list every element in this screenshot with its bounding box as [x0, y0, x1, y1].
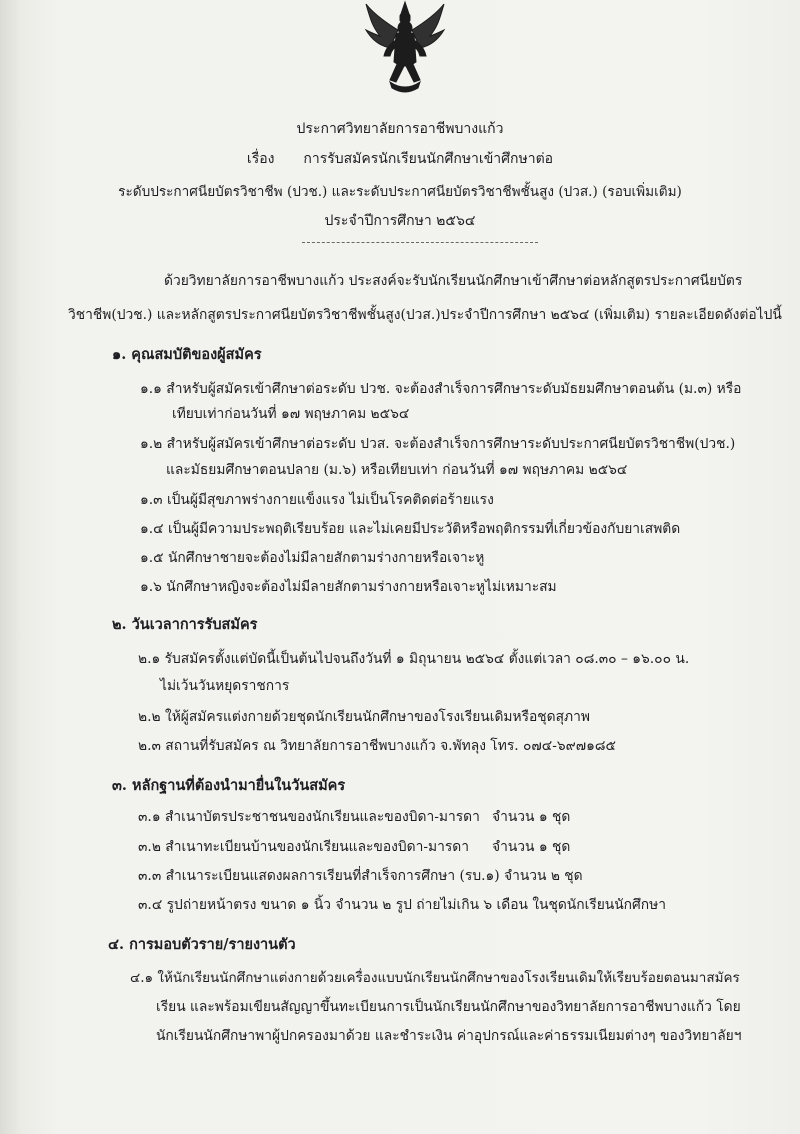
section-3-title: ๓. หลักฐานที่ต้องนำมายื่นในวันสมัคร [112, 777, 346, 794]
section-1-item-4: ๑.๔ เป็นผู้มีความประพฤติเรียบร้อย และไม่เคยมีประวัติหรือพฤติกรรมที่เกี่ยวข้องกับยาเสพติด [140, 521, 681, 537]
section-3-item-1: ๓.๑ สำเนาบัตรประชาชนของนักเรียนและของบิดา-มารดา [138, 809, 480, 825]
section-3-item-4: ๓.๔ รูปถ่ายหน้าตรง ขนาด ๑ นิ้ว จำนวน ๒ รูป ถ่ายไม่เกิน ๖ เดือน ในชุดนักเรียนนักศึกษา [138, 897, 666, 913]
header-divider [302, 242, 538, 243]
section-1-item-2b: และมัธยมศึกษาตอนปลาย (ม.๖) หรือเทียบเท่า ก่อนวันที่ ๑๗ พฤษภาคม ๒๕๖๔ [166, 462, 628, 478]
section-3-item-2-qty: จำนวน ๑ ชุด [492, 839, 571, 855]
section-3-item-1-qty: จำนวน ๑ ชุด [492, 809, 571, 825]
subject-text: การรับสมัครนักเรียนนักศึกษาเข้าศึกษาต่อ [303, 151, 554, 167]
announcement-org: ประกาศวิทยาลัยการอาชีพบางแก้ว [296, 121, 504, 137]
section-1-item-6: ๑.๖ นักศึกษาหญิงจะต้องไม่มีลายสักตามร่างกายหรือเจาะหูไม่เหมาะสม [140, 579, 557, 595]
section-1-item-1a: ๑.๑ สำหรับผู้สมัครเข้าศึกษาต่อระดับ ปวช. จะต้องสำเร็จการศึกษาระดับมัธยมศึกษาตอนต้น (ม.๓) หรือ [140, 381, 742, 397]
subject-label: เรื่อง [246, 151, 275, 167]
intro-line-2: วิชาชีพ(ปวช.) และหลักสูตรประกาศนียบัตรวิชาชีพชั้นสูง(ปวส.)ประจำปีการศึกษา ๒๕๖๔ (เพิ่มเติม) รายละเอียดดังต่อไปนี้ [68, 307, 782, 323]
section-2-item-1a: ๒.๑ รับสมัครตั้งแต่บัดนี้เป็นต้นไปจนถึงวันที่ ๑ มิถุนายน ๒๕๖๔ ตั้งแต่เวลา ๐๘.๓๐ – ๑๖.๐๐ น. [138, 651, 690, 667]
section-3-item-3: ๓.๓ สำเนาระเบียนแสดงผลการเรียนที่สำเร็จการศึกษา (รบ.๑) จำนวน ๒ ชุด [138, 868, 583, 884]
edge-watermark [0, 8, 10, 338]
section-2-title: ๒. วันเวลาการรับสมัคร [112, 616, 258, 633]
section-2-item-3: ๒.๓ สถานที่รับสมัคร ณ วิทยาลัยการอาชีพบางแก้ว จ.พัทลุง โทร. ๐๗๔-๖๙๗๑๘๕ [138, 738, 616, 754]
section-4-item-1a: ๔.๑ ให้นักเรียนนักศึกษาแต่งกายด้วยเครื่องแบบนักเรียนนักศึกษาของโรงเรียนเดิมให้เรียบร้อยตอนมาสมัคร [130, 970, 740, 986]
section-2-item-2: ๒.๒ ให้ผู้สมัครแต่งกายด้วยชุดนักเรียนนักศึกษาของโรงเรียนเดิมหรือชุดสุภาพ [138, 709, 590, 725]
section-1-item-3: ๑.๓ เป็นผู้มีสุขภาพร่างกายแข็งแรง ไม่เป็นโรคติดต่อร้ายแรง [140, 492, 494, 508]
academic-year: ประจำปีการศึกษา ๒๕๖๔ [324, 213, 476, 229]
section-1-item-2a: ๑.๒ สำหรับผู้สมัครเข้าศึกษาต่อระดับ ปวส. จะต้องสำเร็จการศึกษาระดับประกาศนียบัตรวิชาชีพ(ปวช.) [140, 436, 736, 452]
intro-line-1: ด้วยวิทยาลัยการอาชีพบางแก้ว ประสงค์จะรับนักเรียนนักศึกษาเข้าศึกษาต่อหลักสูตรประกาศนียบัตร [164, 273, 743, 289]
announcement-subject-row [0, 148, 800, 170]
section-4-title: ๔. การมอบตัวราย/รายงานตัว [108, 936, 296, 953]
section-4-item-1c: นักเรียนนักศึกษาพาผู้ปกครองมาด้วย และชำระเงิน ค่าอุปกรณ์และค่าธรรมเนียมต่างๆ ของวิทยาลัยฯ [156, 1028, 742, 1044]
garuda-emblem-icon [360, 0, 450, 100]
section-2-item-1b: ไม่เว้นวันหยุดราชการ [160, 678, 290, 694]
section-4-item-1b: เรียน และพร้อมเขียนสัญญาขึ้นทะเบียนการเป็นนักเรียนนักศึกษาของวิทยาลัยการอาชีพบางแก้ว โดย [156, 999, 741, 1015]
section-1-title: ๑. คุณสมบัติของผู้สมัคร [112, 346, 262, 363]
section-3-item-2: ๓.๒ สำเนาทะเบียนบ้านของนักเรียนและของบิดา-มารดา [138, 839, 469, 855]
subject-line2: ระดับประกาศนียบัตรวิชาชีพ (ปวช.) และระดับประกาศนียบัตรวิชาชีพชั้นสูง (ปวส.) (รอบเพิ่มเติม) [118, 184, 682, 200]
section-1-item-1b: เทียบเท่าก่อนวันที่ ๑๗ พฤษภาคม ๒๕๖๔ [172, 406, 410, 422]
section-1-item-5: ๑.๕ นักศึกษาชายจะต้องไม่มีลายสักตามร่างกายหรือเจาะหู [140, 550, 485, 566]
